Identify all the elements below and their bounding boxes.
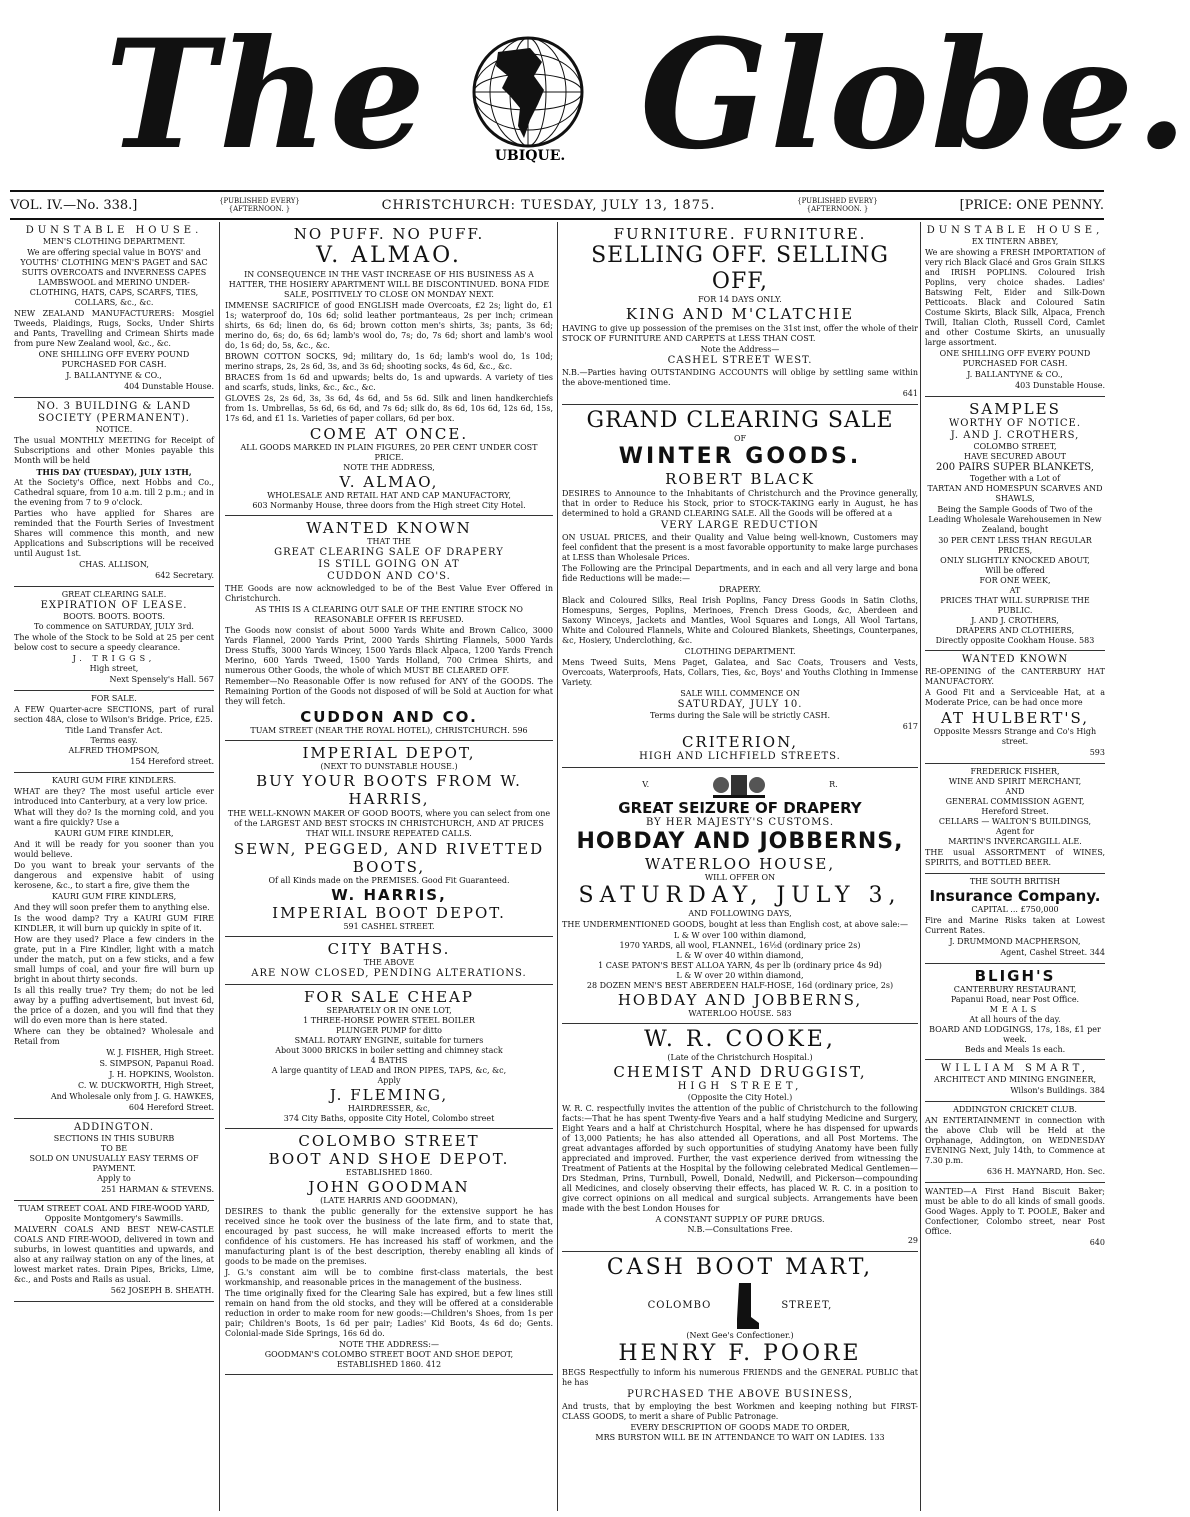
ad-address: Opposite Messrs Strange and Co's High street. bbox=[933, 727, 1097, 746]
ad-subheading: NOTICE. bbox=[95, 425, 133, 434]
ad-body: Where can they be obtained? Wholesale and Retail from bbox=[14, 1027, 214, 1046]
ad-title: SELLING OFF. SELLING OFF, bbox=[591, 243, 889, 294]
price: [PRICE: ONE PENNY. bbox=[959, 197, 1104, 213]
ad-dunstable-house bbox=[14, 222, 214, 398]
ad-body: BRACES from 1s 6d and upwards; belts do, 1s and upwards. A variety of ties and scarfs, studs, links, &c., &c., &c. bbox=[225, 373, 553, 392]
ad-name: CUDDON AND CO. bbox=[300, 708, 478, 726]
ad-body: NEW ZEALAND MANUFACTURERS: Mosgiel Tweeds, Plaidings, Rugs, Socks, Under Shirts and Pants, Travelling and Crimean Shirts made from pure New Zealand wool, &c., &c. bbox=[14, 309, 214, 348]
ad-city-baths bbox=[225, 937, 553, 985]
ad-body: Hereford Street. bbox=[981, 807, 1049, 816]
ad-body: THE Goods are now acknowledged to be of the Best Value Ever Offered in Christchurch. bbox=[225, 584, 553, 603]
column-1 bbox=[14, 222, 214, 1511]
column-rule bbox=[557, 222, 558, 1511]
ad-body: 30 PER CENT LESS THAN REGULAR PRICES, bbox=[938, 536, 1092, 555]
ad-subheading: EX TINTERN ABBEY, bbox=[971, 237, 1059, 246]
ad-body: DESIRES to thank the public generally for the extensive support he has received since he took over the business of the late firm, and to state that, encouraged by past success, he will make increased efforts to merit the confidence of his customers. He has increased his staff of workmen, and the manufacturing plant is of the best description, thereby enabling all kinds of goods to be made on the premises. bbox=[225, 1207, 553, 1266]
ad-name: HOBDAY AND JOBBERNS, bbox=[617, 991, 863, 1009]
ad-body: THE UNDERMENTIONED GOODS, bought at less than English cost, at above sale:— bbox=[562, 920, 908, 929]
ad-heading: KAURI GUM FIRE KINDLERS. bbox=[51, 776, 177, 785]
ad-body: What will they do? Is the morning cold, and you want a fire quickly? Use a bbox=[14, 808, 214, 827]
ad-heading: TUAM STREET COAL AND FIRE-WOOD YARD, bbox=[18, 1204, 210, 1213]
coat-of-arms-icon bbox=[709, 771, 769, 799]
ad-body: SOLD ON UNUSUALLY EASY TERMS OF PAYMENT. bbox=[29, 1154, 199, 1173]
ad-triggs-boots bbox=[14, 587, 214, 691]
ad-footer: 404 Dunstable House. bbox=[124, 382, 214, 391]
ad-heading: NO PUFF. NO PUFF. bbox=[293, 225, 485, 243]
ad-signature: J. DRUMMOND MACPHERSON, bbox=[949, 937, 1081, 946]
ad-footer: 154 Hereford street. bbox=[130, 757, 214, 766]
ad-item: 1 THREE-HORSE POWER STEEL BOILER bbox=[303, 1016, 475, 1025]
ad-footer: ESTABLISHED 1860. 412 bbox=[336, 1360, 442, 1369]
ad-body: And they will soon prefer them to anything else. bbox=[14, 903, 210, 912]
ad-body: GOODMAN'S COLOMBO STREET BOOT AND SHOE DEPOT, bbox=[264, 1350, 514, 1359]
ad-heading: DUNSTABLE HOUSE, bbox=[926, 225, 1104, 236]
ad-body: Will be offered bbox=[985, 566, 1045, 575]
ad-body: The usual MONTHLY MEETING for Receipt of Subscriptions and other Monies payable this Month will be held bbox=[14, 436, 214, 465]
ad-body: MEALS bbox=[989, 1005, 1041, 1014]
ad-item: 1970 YARDS, all wool, FLANNEL, 16½d (ordinary price 2s) bbox=[619, 941, 861, 950]
ad-body: DESIRES to Announce to the Inhabitants of Christchurch and the Province generally, that in order to Reduce his Stock, prior to STOCK-TAKING early in August, he has determined to hold a GRAND CLEARING SALE. All the Goods will be offered at a bbox=[562, 489, 918, 518]
ad-name: V. ALMAO. bbox=[316, 243, 462, 268]
ad-body: AN ENTERTAINMENT in connection with the above Club will be Held at the Orphanage, Addington, on WEDNESDAY EVENING Next, July 14th, to Commence at 7.30 p.m. bbox=[925, 1116, 1105, 1165]
ad-wanted-baker bbox=[925, 1183, 1105, 1253]
ad-footer: MRS BURSTON WILL BE IN ATTENDANCE TO WAIT ON LADIES. 133 bbox=[595, 1433, 885, 1442]
ad-body: SALE WILL COMMENCE ON bbox=[680, 689, 800, 698]
ad-body: Do you want to break your servants of the dangerous and expensive habit of using kerosene, &c., to start a fire, give them the bbox=[14, 861, 214, 890]
ad-name: J. FLEMING, bbox=[329, 1086, 449, 1104]
crest-letter: R. bbox=[829, 780, 838, 789]
ad-body: ONE SHILLING OFF EVERY POUND PURCHASED FOR CASH. bbox=[939, 349, 1091, 368]
ad-body: KAURI GUM FIRE KINDLER, bbox=[54, 829, 174, 838]
ad-footer: 591 CASHEL STREET. bbox=[343, 922, 435, 931]
ad-callout: COME AT ONCE. bbox=[309, 425, 469, 443]
ad-item: L & W over 40 within diamond, bbox=[676, 951, 804, 960]
ad-item: SMALL ROTARY ENGINE, suitable for turners bbox=[294, 1036, 484, 1045]
ad-body: Title Land Transfer Act. bbox=[65, 726, 163, 735]
ad-body: Agent for bbox=[995, 827, 1035, 836]
dateline bbox=[10, 190, 1104, 220]
ad-address: High street, bbox=[89, 664, 139, 673]
ad-addington bbox=[14, 1119, 214, 1201]
ad-subheading: CUDDON AND CO'S. bbox=[327, 571, 451, 582]
ad-title: SEWN, PEGGED, AND RIVETTED BOOTS, bbox=[233, 840, 545, 876]
ad-signature: J. TRIGGS, bbox=[72, 654, 156, 663]
ad-footer: 251 HARMAN & STEVENS. bbox=[101, 1185, 214, 1194]
ad-body: ONE SHILLING OFF EVERY POUND PURCHASED FOR CASH. bbox=[38, 350, 190, 369]
boot-icon bbox=[731, 1281, 761, 1331]
ad-body: To commence on SATURDAY, JULY 3rd. bbox=[34, 622, 194, 631]
column-4 bbox=[925, 222, 1105, 1511]
ad-heading: NO. 3 BUILDING & LAND SOCIETY (PERMANENT). bbox=[36, 401, 192, 424]
ad-body: A FEW Quarter-acre SECTIONS, part of rural section 48A, close to Wilson's Bridge. Price, £25. bbox=[14, 705, 214, 724]
ad-body: A CONSTANT SUPPLY OF PURE DRUGS. bbox=[655, 1215, 825, 1224]
ad-heading: WILLIAM SMART, bbox=[940, 1063, 1090, 1074]
ad-body: ON USUAL PRICES, and their Quality and Value being well-known, Customers may feel confident that the present is a most favorable opportunity to make large purchases at LESS than Wholesale Prices. bbox=[562, 533, 918, 562]
ad-title: BUY YOUR BOOTS FROM W. HARRIS, bbox=[256, 772, 522, 808]
ad-subheading: THAT THE bbox=[367, 537, 411, 546]
ad-heading: ADDINGTON. bbox=[73, 1122, 155, 1133]
masthead-title-left: The bbox=[105, 7, 428, 183]
ad-body: PURCHASED THE ABOVE BUSINESS, bbox=[627, 1389, 853, 1400]
ad-subheading: FOR 14 DAYS ONLY. bbox=[698, 295, 782, 304]
ad-body: And it will be ready for you sooner than you would believe. bbox=[14, 840, 214, 859]
ad-cricket-club bbox=[925, 1102, 1105, 1183]
ad-body: IMMENSE SACRIFICE of good ENGLISH made Overcoats, £2 2s; light do, £1 1s; waterproof do, 10s 6d; solid leather portmanteaus, 2s per inch; crimean shirts, 6s 6d; linen do, 6s 6d; brown cotton men's shirts, 3s; pants, 3s 6d; merino do, 6s; do, 6s 6d; lamb's wool do, 7s; do, 7s 6d; short and lamb's wool do, 1s 6d; do, 5s, &c., &c. bbox=[225, 301, 553, 350]
ad-body: BEGS Respectfully to inform his numerous FRIENDS and the GENERAL PUBLIC that he has bbox=[562, 1368, 918, 1387]
ad-footer: TUAM STREET (NEAR THE ROYAL HOTEL), CHRISTCHURCH. 596 bbox=[250, 726, 528, 735]
ad-body: Is the wood damp? Try a KAURI GUM FIRE KINDLER, it will burn up quickly in spite of it. bbox=[14, 914, 214, 933]
ad-item: A large quantity of LEAD and IRON PIPES, TAPS, &c, &c, bbox=[271, 1066, 507, 1075]
masthead-title-right: Globe. bbox=[640, 7, 1190, 183]
ad-body: AS THIS IS A CLEARING OUT SALE OF THE ENTIRE STOCK NO REASONABLE OFFER IS REFUSED. bbox=[255, 605, 523, 624]
ad-footer: WATERLOO HOUSE. 583 bbox=[688, 1009, 792, 1018]
ad-item: 4 BATHS bbox=[370, 1056, 408, 1065]
ad-signature: J. BALLANTYNE & CO., bbox=[66, 371, 162, 380]
ad-heading: SAMPLES bbox=[969, 400, 1061, 418]
ad-kauri-gum bbox=[14, 773, 214, 1119]
ad-footer: 29 bbox=[907, 1236, 918, 1245]
ad-heading: WANTED KNOWN bbox=[961, 654, 1069, 665]
ad-body: WHOLESALE AND RETAIL HAT AND CAP MANUFACTORY, bbox=[267, 491, 511, 500]
ad-heading: FREDERICK FISHER, bbox=[970, 767, 1060, 776]
ad-heading: WANTED KNOWN bbox=[306, 519, 472, 537]
ad-address: STREET, bbox=[781, 1300, 833, 1311]
ad-body: Is all this really true? Try them; do not be led away by a puffing advertisement, but invest 6d, the price of a dozen, and you will find that they will do even more than is here stated. bbox=[14, 986, 214, 1025]
ad-building-society bbox=[14, 398, 214, 587]
ad-body: N.B.—Parties having OUTSTANDING ACCOUNTS will oblige by settling same within the above-mentioned time. bbox=[562, 368, 918, 387]
motto-banner bbox=[470, 140, 590, 170]
ad-south-british bbox=[925, 874, 1105, 964]
ad-heading: FURNITURE. FURNITURE. bbox=[613, 225, 867, 243]
ad-heading: CASH BOOT MART, bbox=[606, 1255, 874, 1280]
ad-body: BROWN COTTON SOCKS, 9d; military do, 1s 6d; lamb's wool do, 1s 10d; merino straps, 2s, 2s 6d, 3s, and 3s 6d; shooting socks, 4s 6d, &c., &c. bbox=[225, 352, 553, 371]
ad-body: Remember—No Reasonable Offer is now refused for ANY of the GOODS. The Remaining Portion of the Goods not disposed of will be Sold at Auction for what they will fetch. bbox=[225, 677, 553, 706]
ad-body: And trusts, that by employing the best Workmen and keeping nothing but FIRST-CLASS GOODS, to merit a share of Public Patronage. bbox=[562, 1402, 918, 1421]
ad-item: L & W over 100 within diamond, bbox=[673, 931, 807, 940]
ad-subheading: HAIRDRESSER, &c, bbox=[347, 1104, 431, 1113]
ad-footer: 640 bbox=[1089, 1238, 1105, 1247]
ad-body: CASHEL STREET WEST. bbox=[667, 355, 813, 366]
ad-dunstable-house-silks bbox=[925, 222, 1105, 397]
ad-subheading: AND FOLLOWING DAYS, bbox=[688, 909, 792, 918]
ad-body: Apply to bbox=[97, 1174, 131, 1183]
column-rule bbox=[219, 222, 220, 1511]
ad-name: CRITERION, bbox=[681, 733, 799, 751]
ad-subheading: (Next Gee's Confectioner.) bbox=[686, 1331, 794, 1340]
ad-harris-boots bbox=[225, 741, 553, 937]
ad-footer: 617 bbox=[902, 722, 918, 731]
ad-body: BOARD AND LODGINGS, 17s, 18s, £1 per week. bbox=[929, 1025, 1101, 1044]
ad-name: ROBERT BLACK bbox=[665, 470, 815, 488]
ad-subheading: IS STILL GOING ON AT bbox=[318, 559, 460, 570]
ad-body: WINE AND SPIRIT MERCHANT, bbox=[948, 777, 1082, 786]
ad-body: How are they used? Place a few cinders in the grate, put in a Fire Kindler, light with a match under the match, put on a few sticks, and a few small lumps of coal, and your fire will burn up bright in about thirty seconds. bbox=[14, 935, 214, 984]
ad-item: 28 DOZEN MEN'S BEST ABERDEEN HALF-HOSE, 16d (ordinary price, 2s) bbox=[586, 981, 894, 990]
ad-heading: CITY BATHS. bbox=[327, 940, 451, 958]
ad-body: We are showing a FRESH IMPORTATION of very rich Black Glacé and Gros Grain SILKS and IRISH POPLINS. Coloured Irish Poplins, very choice shades. Ladies' Batswing Felt, Eider and Silk-Down Petticoats. Black and Coloured Satin Costume Skirts, Black Silk, Alpaca, French Twill, Italian Cloth, Russell Cord, Camlet and other Costume Skirts, an unusually large assortment. bbox=[925, 248, 1105, 347]
ad-body: Beds and Meals 1s each. bbox=[964, 1045, 1066, 1054]
ad-body: J. G.'s constant aim will be to combine first-class materials, the best workmanship, and reasonable prices in the management of the business. bbox=[225, 1268, 553, 1287]
ad-footer: 636 H. MAYNARD, Hon. Sec. bbox=[986, 1167, 1105, 1176]
ad-heading: GRAND CLEARING SALE bbox=[586, 408, 894, 433]
ad-body: THIS DAY (TUESDAY), JULY 13TH, bbox=[36, 467, 192, 477]
ad-subheading: DRAPERY. bbox=[718, 585, 761, 594]
ad-address: COLOMBO bbox=[647, 1300, 712, 1311]
ad-body: Being the Sample Goods of Two of the Leading Wholesale Warehousemen in New Zealand, bought bbox=[928, 505, 1102, 534]
ad-for-sale-sections bbox=[14, 691, 214, 773]
ad-king-mclatchie bbox=[562, 222, 918, 405]
ad-footer: 642 Secretary. bbox=[155, 571, 214, 580]
ad-body: MARTIN'S INVERCARGILL ALE. bbox=[948, 837, 1082, 846]
ad-body: TO BE bbox=[100, 1144, 128, 1153]
ad-subheading: OF bbox=[733, 434, 747, 443]
ad-body: IN CONSEQUENCE IN THE VAST INCREASE OF HIS BUSINESS AS A HATTER, THE HOSIERY APARTMENT WILL BE DISCONTINUED. BONA FIDE SALE, POSITIVELY TO CLOSE ON MONDAY NEXT. bbox=[228, 270, 550, 299]
ad-body: The Following are the Principal Departments, and in each and all very large and bona fide Reductions will be made:— bbox=[562, 564, 918, 583]
ad-item: L & W over 20 within diamond, bbox=[676, 971, 804, 980]
ad-footer: 604 Hereford Street. bbox=[128, 1103, 214, 1112]
ad-fisher-wine bbox=[925, 764, 1105, 874]
ad-heading: DUNSTABLE HOUSE. bbox=[25, 225, 203, 236]
royal-crest bbox=[562, 771, 918, 799]
place-date: CHRISTCHURCH: TUESDAY, JULY 13, 1875. bbox=[381, 197, 716, 213]
ad-heading: THE SOUTH BRITISH bbox=[969, 877, 1061, 886]
ad-body: RE-OPENING of the CANTERBURY HAT MANUFACTORY. bbox=[925, 667, 1105, 686]
ad-heading: IMPERIAL DEPOT, bbox=[302, 744, 476, 762]
ad-subheading: Opposite Montgomery's Sawmills. bbox=[44, 1214, 184, 1223]
ad-body: Of all Kinds made on the PREMISES. Good Fit Guaranteed. bbox=[268, 876, 510, 885]
ad-william-smart bbox=[925, 1060, 1105, 1102]
ad-footer: Next Spensely's Hall. 567 bbox=[109, 675, 214, 684]
ad-body: Black and Coloured Silks, Real Irish Poplins, Fancy Dress Goods in Satin Cloths, Homespuns, Serges, Poplins, Merinoes, French Dress Goods, &c, Aberdeen and Saxony Winceys, Jackets and Mantles, Wool Squares and Longs, All Wool Tartans, White and Coloured Flannels, White and Coloured Blankets, Sheetings, Counterpanes, &c, Hosiery, Underclothing, &c. bbox=[562, 596, 918, 645]
ad-heading: FOR SALE. bbox=[91, 694, 137, 703]
ad-name: J. AND J. CROTHERS, bbox=[950, 430, 1080, 441]
ad-body: 200 PAIRS SUPER BLANKETS, bbox=[936, 462, 1094, 473]
ad-subheading: SEPARATELY OR IN ONE LOT, bbox=[326, 1006, 452, 1015]
ad-agent: W. J. FISHER, High Street. bbox=[106, 1048, 214, 1057]
ad-item: PLUNGER PUMP for ditto bbox=[336, 1026, 442, 1035]
ad-agent: C. W. DUCKWORTH, High Street, bbox=[78, 1081, 214, 1090]
ad-cuddon bbox=[225, 516, 553, 741]
ad-address: Papanui Road, near Post Office. bbox=[950, 995, 1080, 1004]
ad-footer: 641 bbox=[902, 389, 918, 398]
column-3 bbox=[562, 222, 918, 1511]
ad-footer: 593 bbox=[1089, 748, 1105, 757]
ad-coal-yard bbox=[14, 1201, 214, 1302]
masthead bbox=[0, 0, 1190, 190]
ad-cash-boot-mart bbox=[562, 1252, 918, 1447]
ad-heading: FOR SALE CHEAP bbox=[304, 988, 474, 1006]
ad-footer: Directly opposite Cookham House. 583 bbox=[935, 636, 1095, 645]
ad-heading: BLIGH'S bbox=[974, 967, 1056, 985]
ad-body: N.B.—Consultations Free. bbox=[687, 1225, 793, 1234]
ad-goodman bbox=[225, 1129, 553, 1375]
ad-hobday-jobberns bbox=[562, 768, 918, 1024]
ad-footer: 403 Dunstable House. bbox=[1015, 381, 1105, 390]
ad-body: The Goods now consist of about 5000 Yards White and Brown Calico, 3000 Yards Flannel, 2000 Yards Print, 2000 Yards Shirting Flannels, 5000 Yards Dress Stuffs, 3000 Yards Wincey, 1500 Yards Black Alpaca, 1200 Yards French Merino, 600 Yards Tweed, 1500 Yards Holland, 700 Crimea Shirts, and numerous Other Goods, the whole of which MUST BE CLEARED OFF. bbox=[225, 626, 553, 675]
ad-body: A Good Fit and a Serviceable Hat, at a Moderate Price, can be had once more bbox=[925, 688, 1105, 707]
ad-name: V. ALMAO, bbox=[339, 473, 439, 491]
ad-body: We are offering special value in BOYS' and YOUTHS' CLOTHING MEN'S PAGET and SAC SUITS OVERCOATS and INVERNESS CAPES LAMBSWOOL and MERINO UNDER-CLOTHING, HATS, CAPS, SCARFS, TIES, COLLARS, &c., &c. bbox=[20, 248, 208, 307]
ad-blighs bbox=[925, 964, 1105, 1060]
ad-body: WHAT are they? The most useful article ever introduced into Canterbury, at a very low price. bbox=[14, 787, 214, 806]
ad-place: WATERLOO HOUSE, bbox=[644, 855, 836, 873]
ad-address: COLOMBO STREET, bbox=[973, 442, 1057, 451]
ad-body: PRICES THAT WILL SURPRISE THE PUBLIC. bbox=[940, 596, 1090, 615]
ad-body: W. R. C. respectfully invites the attention of the public of Christchurch to the following facts:—That he has spent Twenty-five Years and a half studying Medicine and Surgery, Eight Years and a half at Christchurch Hospital, where he has dispensed for upwards of 13,000 Patients; he has also attended all Operations, and all Post Mortems. The great advantages afforded by such opportunities of studying Anatomy have been fully appreciated and improved. Further, the vast experience derived from witnessing the Treatment of Patients at the Hospital by the following celebrated Medical Gentlemen—Drs Stedman, Prins, Turnbull, Powell, Donald, Nedwill, and Pickerson—compounding all Medicines, and closely observing their effects, has placed W. R. C. in a position to give correct opinions on all medical and surgical subjects. Arrangements have been made with the best London Houses for bbox=[562, 1104, 918, 1213]
ad-subheading: (LATE HARRIS AND GOODMAN), bbox=[320, 1196, 458, 1205]
ad-body: BOOTS. BOOTS. BOOTS. bbox=[63, 612, 165, 621]
ad-footer: 374 City Baths, opposite City Hotel, Colombo street bbox=[283, 1114, 495, 1123]
ad-title: CHEMIST AND DRUGGIST, bbox=[613, 1063, 867, 1081]
ad-body: Apply bbox=[377, 1076, 401, 1085]
ad-subheading: ESTABLISHED 1860. bbox=[345, 1168, 433, 1177]
ad-footer: Wilson's Buildings. 384 bbox=[1010, 1086, 1105, 1095]
ad-name: AT HULBERT'S, bbox=[940, 709, 1090, 727]
ad-name: IMPERIAL BOOT DEPOT. bbox=[272, 904, 506, 922]
ad-body: NOTE THE ADDRESS, bbox=[343, 463, 435, 472]
ad-body: SECTIONS IN THIS SUBURB bbox=[53, 1134, 175, 1143]
ad-name: HOBDAY AND JOBBERNS, bbox=[576, 829, 904, 854]
ad-heading: ADDINGTON CRICKET CLUB. bbox=[953, 1105, 1077, 1114]
ad-callout: VERY LARGE REDUCTION bbox=[661, 520, 819, 531]
ad-robert-black bbox=[562, 405, 918, 768]
ad-subheading: HIGH AND LICHFIELD STREETS. bbox=[639, 751, 841, 762]
ad-body: NOTE THE ADDRESS:— bbox=[339, 1340, 439, 1349]
ad-body: ALL GOODS MARKED IN PLAIN FIGURES, 20 PER CENT UNDER COST PRICE. bbox=[240, 443, 538, 462]
ad-signature: ALFRED THOMPSON, bbox=[68, 746, 160, 755]
ad-agent: J. H. HOPKINS, Woolston. bbox=[109, 1070, 214, 1079]
column-2 bbox=[225, 222, 553, 1511]
ad-body: At all hours of the day. bbox=[969, 1015, 1061, 1024]
ad-agent: S. SIMPSON, Papanui Road. bbox=[99, 1059, 214, 1068]
volume-number: VOL. IV.—No. 338.] bbox=[10, 197, 138, 213]
ad-body: HAVE SECURED ABOUT bbox=[964, 452, 1066, 461]
ad-body: Terms during the Sale will be strictly CASH. bbox=[649, 711, 831, 720]
ad-footer: 562 JOSEPH B. SHEATH. bbox=[110, 1286, 214, 1295]
ad-item: 1 CASE PATON'S BEST ALLOA YARN, 4s per lb (ordinary price 4s 9d) bbox=[598, 961, 882, 970]
ad-title: ARE NOW CLOSED, PENDING ALTERATIONS. bbox=[251, 968, 527, 979]
ad-title: CANTERBURY RESTAURANT, bbox=[953, 985, 1077, 994]
ad-body: The whole of the Stock to be Sold at 25 per cent below cost to secure a speedy clearance. bbox=[14, 633, 214, 652]
ad-body: Parties who have applied for Shares are reminded that the Fourth Series of Investment Shares will commence this month, and new Applications and Subscriptions will be received until August 1st. bbox=[14, 509, 214, 558]
ad-body: GLOVES 2s, 2s 6d, 3s, 3s 6d, 4s 6d, and 5s 6d. Silk and linen handkerchiefs from 1s. Umbrellas, 5s 6d, 6s 6d, and 7s 6d; silk do, 8s 6d, 10s 6d, 12s 6d, 15s, 17s 6d, and £1 1s. Varieties of paper collars, 6d per box. bbox=[225, 394, 553, 423]
ad-cooke-chemist bbox=[562, 1024, 918, 1252]
ad-crothers bbox=[925, 397, 1105, 651]
ad-body: GENERAL COMMISSION AGENT, bbox=[945, 797, 1085, 806]
ad-title: EXPIRATION OF LEASE. bbox=[40, 600, 188, 611]
ad-subheading: (Late of the Christchurch Hospital.) bbox=[667, 1053, 813, 1062]
ad-body: EVERY DESCRIPTION OF GOODS MADE TO ORDER, bbox=[630, 1423, 850, 1432]
ad-body: Mens Tweed Suits, Mens Paget, Galatea, and Sac Coats, Trousers and Vests, Overcoats, Waterproofs, Hats, Collars, Ties, &c, Boys' and Youths Clothing in Immense Variety. bbox=[562, 658, 918, 687]
ad-body: THE usual ASSORTMENT of WINES, SPIRITS, and BOTTLED BEER. bbox=[925, 848, 1105, 867]
crest-letter: V. bbox=[642, 780, 650, 789]
ad-subheading: (NEXT TO DUNSTABLE HOUSE.) bbox=[320, 762, 458, 771]
ad-name: KING AND M'CLATCHIE bbox=[625, 305, 855, 323]
ad-almao bbox=[225, 222, 553, 516]
motto-text: UBIQUE. bbox=[494, 148, 566, 164]
ad-subheading: MEN'S CLOTHING DEPARTMENT. bbox=[42, 237, 186, 246]
ad-body: MALVERN COALS AND BEST NEW-CASTLE COALS AND FIRE-WOOD, delivered in town and suburbs, in lowest quantities and upwards, and also at any railway station on any of the lines, at lowest market rates. Drain Pipes, Bricks, Lime, &c., and Posts and Rails as usual. bbox=[14, 1225, 214, 1284]
ad-body: SATURDAY, JULY 10. bbox=[677, 699, 803, 710]
ad-subheading: WORTHY OF NOTICE. bbox=[948, 418, 1081, 429]
ad-footer: 603 Normanby House, three doors from the High street City Hotel. bbox=[252, 501, 526, 510]
ad-date: SATURDAY, JULY 3, bbox=[578, 883, 902, 908]
ad-hulbert bbox=[925, 651, 1105, 764]
ad-heading: COLOMBO STREET bbox=[298, 1132, 480, 1150]
ad-subheading: DRAPERS AND CLOTHIERS, bbox=[955, 626, 1075, 635]
ad-body: CELLARS — WALTON'S BUILDINGS, bbox=[938, 817, 1092, 826]
ad-body: FOR ONE WEEK, bbox=[979, 576, 1051, 585]
ad-body: TARTAN AND HOMESPUN SCARVES AND SHAWLS, bbox=[927, 484, 1103, 503]
published-note-right: {PUBLISHED EVERY} {AFTERNOON. } bbox=[797, 197, 878, 213]
ad-subheading: WILL OFFER ON bbox=[704, 873, 776, 882]
ad-name: J. AND J. CROTHERS, bbox=[971, 616, 1059, 625]
ad-body: CAPITAL ... £750,000 bbox=[971, 905, 1059, 914]
ad-name: HENRY F. POORE bbox=[618, 1341, 862, 1366]
ad-heading: GREAT SEIZURE OF DRAPERY bbox=[618, 799, 862, 817]
ad-name: W. HARRIS, bbox=[331, 886, 447, 904]
ad-body: The time originally fixed for the Clearing Sale has expired, but a few lines still remain on hand from the old stocks, and they will be offered at a considerable reduction in order to make room for new goods:—Children's Shoes, from 1s per pair; Children's Boots, 1s 6d per pair; Ladies' Kid Boots, 4s 6d do; Gents. Colonial-made Side Springs, 16s 6d do. bbox=[225, 1289, 553, 1338]
ad-item: About 3000 BRICKS in boiler setting and chimney stack bbox=[275, 1046, 503, 1055]
ad-body: WANTED—A First Hand Biscuit Baker; must be able to do all kinds of small goods. Good Wages. Apply to T. POOLE, Baker and Confectioner, Colombo street, near Post Office. bbox=[925, 1187, 1105, 1236]
ad-signature: CHAS. ALLISON, bbox=[79, 560, 149, 569]
ad-name: JOHN GOODMAN bbox=[308, 1178, 470, 1196]
ad-heading: GREAT CLEARING SALE. bbox=[61, 590, 167, 599]
ad-name: W. R. COOKE, bbox=[644, 1027, 836, 1052]
ad-body: Terms easy. bbox=[90, 736, 138, 745]
ad-subheading: THE ABOVE bbox=[363, 958, 415, 967]
ad-agent: And Wholesale only from J. G. HAWKES, bbox=[50, 1092, 214, 1101]
ad-body: THE WELL-KNOWN MAKER OF GOOD BOOTS, where you can select from one of the LARGEST AND BEST STOCKS IN CHRISTCHURCH, AND AT PRICES THAT WILL INSURE REPEATED CALLS. bbox=[227, 809, 551, 838]
ad-body: ARCHITECT AND MINING ENGINEER, bbox=[933, 1075, 1097, 1084]
ad-body: AND bbox=[1005, 787, 1025, 796]
ad-subheading: GREAT CLEARING SALE OF DRAPERY bbox=[274, 547, 504, 558]
ad-body: AT bbox=[1009, 586, 1021, 595]
ad-address: HIGH STREET, bbox=[677, 1081, 803, 1092]
ad-title: Insurance Company. bbox=[929, 887, 1101, 905]
ad-subheading: BY HER MAJESTY'S CUSTOMS. bbox=[645, 817, 835, 828]
ad-body: HAVING to give up possession of the premises on the 31st inst, offer the whole of their STOCK OF FURNITURE AND CARPETS at LESS THAN COST. bbox=[562, 324, 918, 343]
boot-row bbox=[562, 1281, 918, 1331]
ad-subheading: CLOTHING DEPARTMENT. bbox=[684, 647, 796, 656]
ad-body: Together with a Lot of bbox=[969, 474, 1061, 483]
ad-body: At the Society's Office, next Hobbs and Co., Cathedral square, from 10 a.m. till 2 p.m.; and in the evening from 7 to 9 o'clock. bbox=[14, 478, 214, 507]
published-note-left: {PUBLISHED EVERY} {AFTERNOON. } bbox=[219, 197, 300, 213]
ad-footer: Agent, Cashel Street. 344 bbox=[1000, 948, 1105, 957]
ad-for-sale-cheap bbox=[225, 985, 553, 1129]
ad-body: KAURI GUM FIRE KINDLERS, bbox=[51, 892, 177, 901]
ad-signature: J. BALLANTYNE & CO., bbox=[967, 370, 1063, 379]
ad-title: BOOT AND SHOE DEPOT. bbox=[268, 1150, 510, 1168]
ad-body: Fire and Marine Risks taken at Lowest Current Rates. bbox=[925, 916, 1105, 935]
ad-title: WINTER GOODS. bbox=[618, 444, 862, 469]
ad-body: Note the Address— bbox=[700, 345, 780, 354]
ad-subheading: (Opposite the City Hotel.) bbox=[687, 1093, 793, 1102]
ad-body: ONLY SLIGHTLY KNOCKED ABOUT, bbox=[940, 556, 1090, 565]
column-rule bbox=[920, 222, 921, 1511]
